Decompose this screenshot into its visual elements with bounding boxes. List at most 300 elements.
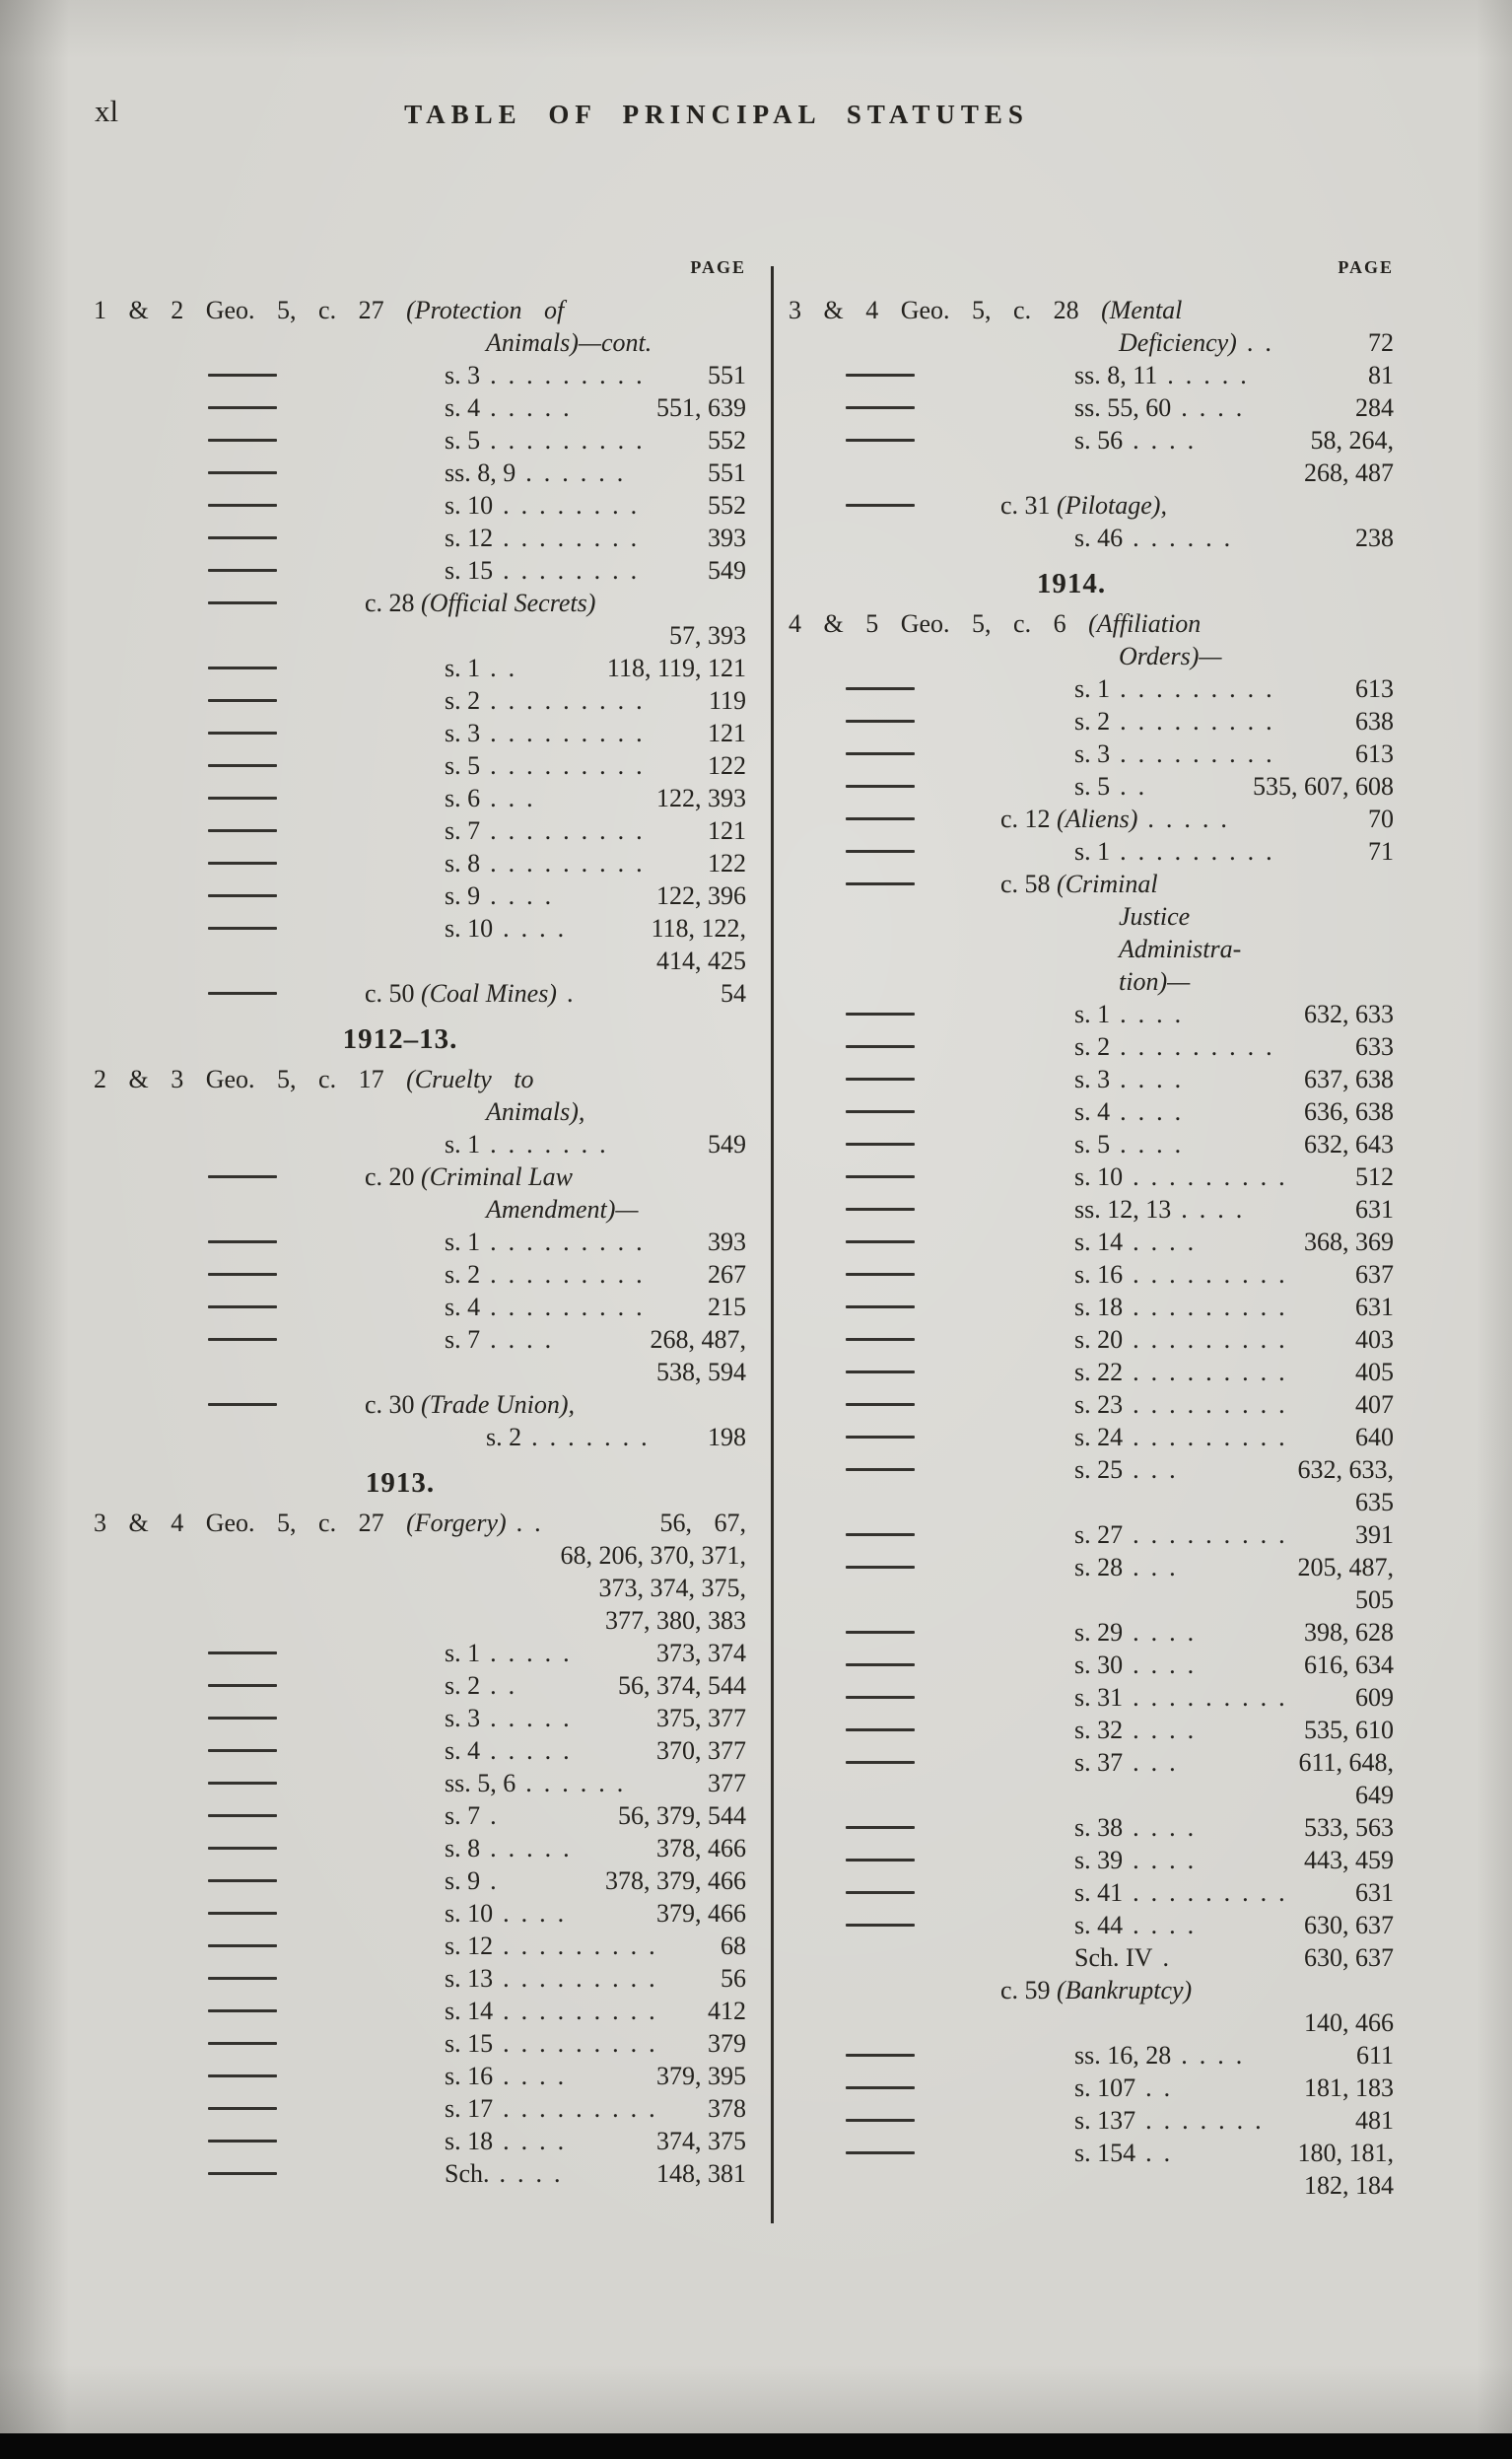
repeat-dash	[208, 1814, 277, 1817]
statute-line-body	[94, 912, 746, 945]
statute-line	[94, 1388, 746, 1421]
statute-line-body	[789, 1583, 1394, 1616]
statute-line-body	[94, 1799, 746, 1832]
page-ref: 71	[1368, 837, 1394, 866]
statute-line	[94, 1095, 746, 1128]
statute-line	[94, 1995, 746, 2027]
dot-leader: ........	[503, 524, 650, 552]
repeat-dash	[846, 1045, 915, 1048]
repeat-dash	[846, 1891, 915, 1894]
repeat-dash	[208, 1305, 277, 1308]
dot-leader: ...	[490, 784, 545, 812]
section-ref: ss. 16, 28	[1074, 2041, 1172, 2070]
page-ref: 391	[1355, 1520, 1394, 1549]
statute-line	[789, 900, 1394, 933]
dot-leader: .........	[490, 686, 654, 715]
section-ref: s. 13	[445, 1964, 494, 1993]
page-ref: 535, 610	[1304, 1716, 1394, 1744]
dot-leader: .........	[1133, 1683, 1297, 1712]
section-ref: s. 8	[445, 849, 481, 878]
statute-line	[789, 391, 1394, 424]
dot-leader: ....	[1181, 1195, 1255, 1224]
statute-line	[789, 1453, 1394, 1486]
statute-line-body	[94, 1962, 746, 1995]
statute-line	[94, 1767, 746, 1799]
dot-leader: ....	[503, 1899, 577, 1928]
statute-line	[94, 2060, 746, 2092]
page-ref: 180, 181,	[1297, 2139, 1394, 2167]
section-ref: s. 10	[445, 491, 494, 520]
repeat-dash	[846, 1631, 915, 1634]
statute-line	[94, 1421, 746, 1453]
section-ref: s. 15	[445, 556, 494, 585]
dot-leader: .	[490, 1801, 509, 1830]
section-ref: s. 41	[1074, 1878, 1124, 1907]
statute-line-body	[94, 782, 746, 814]
right-column-lines	[789, 294, 1394, 2202]
section-ref: Sch.	[445, 2159, 490, 2188]
statute-line-body	[789, 1486, 1394, 1518]
statute-line	[789, 2104, 1394, 2137]
statute-line	[94, 1799, 746, 1832]
page-ref: 122, 396	[656, 881, 746, 910]
statute-name: (Protection of	[406, 296, 565, 324]
statute-line	[94, 457, 746, 489]
year-heading: 1912–13.	[342, 1023, 458, 1055]
statute-line	[789, 1714, 1394, 1746]
section-ref: s. 23	[1074, 1390, 1124, 1419]
statute-name: Justice	[1119, 902, 1191, 931]
dot-leader: .........	[490, 426, 654, 455]
dot-leader: .........	[490, 1260, 654, 1289]
statute-line	[789, 1160, 1394, 1193]
dot-leader: ........	[503, 556, 650, 585]
section-ref: s. 27	[1074, 1520, 1124, 1549]
repeat-dash	[846, 1468, 915, 1471]
statute-line	[789, 1681, 1394, 1714]
page-ref: 405	[1355, 1358, 1394, 1386]
statute-line-body	[94, 717, 746, 749]
statute-line	[94, 1063, 746, 1095]
repeat-dash	[846, 752, 915, 755]
statute-line	[94, 1864, 746, 1897]
section-ref: s. 4	[445, 393, 481, 422]
dot-leader: .........	[490, 1293, 654, 1321]
dot-leader: .....	[1147, 805, 1239, 833]
statute-line-body	[94, 652, 746, 684]
statute-name: (Cruelty to	[406, 1065, 534, 1093]
statute-line	[94, 619, 746, 652]
section-ref: s. 2	[445, 1671, 481, 1700]
statute-line-body	[94, 1734, 746, 1767]
dot-leader: ....	[1181, 393, 1255, 422]
statute-line	[94, 1637, 746, 1669]
dot-leader: ....	[490, 1325, 564, 1354]
page-ref: 535, 607, 608	[1253, 772, 1394, 801]
page-ref: 148, 381	[656, 2159, 746, 2188]
section-ref: s. 44	[1074, 1911, 1124, 1939]
statute-line-body	[94, 554, 746, 587]
statute-line	[789, 640, 1394, 672]
page-ref: 121	[708, 816, 746, 845]
dot-leader: ........	[503, 491, 650, 520]
page-ref: 182, 184	[1304, 2171, 1394, 2200]
section-ref: s. 5	[1074, 772, 1111, 801]
statute-name: Administra-	[1119, 935, 1242, 963]
page-ref: 549	[708, 556, 746, 585]
dot-leader: .....	[490, 1704, 582, 1732]
repeat-dash	[846, 1110, 915, 1113]
page-ref: 379, 395	[656, 2062, 746, 2090]
repeat-dash	[208, 894, 277, 897]
page-ref: 538, 594	[656, 1358, 746, 1386]
dot-leader: .........	[1120, 707, 1284, 736]
page-ref: 373, 374	[656, 1639, 746, 1667]
section-ref: s. 1	[445, 1639, 481, 1667]
statute-name: (Bankruptcy)	[1057, 1976, 1193, 2004]
repeat-dash	[208, 601, 277, 604]
dot-leader: .	[566, 979, 585, 1008]
statute-line	[789, 868, 1394, 900]
dot-leader: .	[490, 1866, 509, 1895]
statute-name: (Criminal Law	[421, 1162, 573, 1191]
dot-leader: ....	[1133, 1618, 1206, 1647]
page-ref: 551	[708, 458, 746, 487]
repeat-dash	[208, 536, 277, 539]
section-ref: s. 3	[445, 1704, 481, 1732]
statute-line	[789, 803, 1394, 835]
statute-line	[94, 1539, 746, 1572]
statute-line	[789, 1128, 1394, 1160]
statute-line-body	[94, 1193, 746, 1226]
statute-name: tion)—	[1119, 967, 1191, 996]
statute-line-body	[94, 1063, 746, 1095]
page-ref: 81	[1368, 361, 1394, 389]
statute-line-body	[94, 1421, 746, 1453]
section-ref: s. 18	[1074, 1293, 1124, 1321]
section-ref: s. 1	[445, 654, 481, 682]
repeat-dash	[846, 1338, 915, 1341]
statute-line-body	[94, 1507, 746, 1539]
statute-name: Orders)—	[1119, 642, 1222, 670]
dot-leader: ..	[1145, 2073, 1183, 2102]
statute-line-body	[94, 1572, 746, 1604]
statute-line-body	[94, 1356, 746, 1388]
repeat-dash	[846, 1240, 915, 1243]
statute-line	[789, 933, 1394, 965]
statute-line	[789, 1063, 1394, 1095]
page-ref: 72	[1368, 328, 1394, 357]
statute-line-body	[789, 294, 1394, 326]
dot-leader: .........	[1120, 739, 1284, 768]
section-ref: s. 46	[1074, 524, 1124, 552]
repeat-dash	[208, 1879, 277, 1882]
section-ref: s. 154	[1074, 2139, 1136, 2167]
dot-leader: ....	[1133, 1716, 1206, 1744]
page-ref: 549	[708, 1130, 746, 1159]
repeat-dash	[846, 687, 915, 690]
statute-line	[94, 749, 746, 782]
statute-line	[789, 1095, 1394, 1128]
section-ref: s. 24	[1074, 1423, 1124, 1451]
repeat-dash	[846, 1436, 915, 1439]
statute-line	[789, 1844, 1394, 1876]
section-ref: s. 30	[1074, 1651, 1124, 1679]
dot-leader: ....	[503, 2062, 577, 2090]
statute-line	[789, 359, 1394, 391]
statute-line	[94, 294, 746, 326]
repeat-dash	[208, 829, 277, 832]
page-ref: 635	[1355, 1488, 1394, 1516]
section-ref: s. 12	[445, 524, 494, 552]
statute-line	[94, 1226, 746, 1258]
repeat-dash	[208, 1749, 277, 1752]
statute-line	[94, 489, 746, 522]
statute-line	[94, 847, 746, 879]
statute-line	[789, 1518, 1394, 1551]
statute-line-body	[94, 1897, 746, 1930]
statute-line-body	[789, 1974, 1394, 2006]
section-ref: s. 32	[1074, 1716, 1124, 1744]
repeat-dash	[208, 1912, 277, 1915]
statute-line-body	[94, 587, 746, 619]
dot-leader: .........	[490, 751, 654, 780]
statute-line	[789, 1583, 1394, 1616]
statute-name: (Forgery)	[406, 1509, 507, 1537]
statute-line	[789, 1811, 1394, 1844]
page-ref: 118, 122,	[651, 914, 746, 943]
page-ref: 613	[1355, 739, 1394, 768]
dot-leader: ....	[1120, 1000, 1194, 1028]
repeat-dash	[208, 471, 277, 474]
section-ref: s. 3	[445, 361, 481, 389]
page-ref: 68, 206, 370, 371,	[560, 1541, 746, 1570]
dot-leader: .....	[490, 393, 582, 422]
statute-line	[94, 1669, 746, 1702]
page-ref: 377, 380, 383	[605, 1606, 746, 1635]
repeat-dash	[846, 850, 915, 853]
page-ref: 121	[708, 719, 746, 747]
section-ref: s. 1	[445, 1228, 481, 1256]
page-ref: 551, 639	[656, 393, 746, 422]
page-ref: 637, 638	[1304, 1065, 1394, 1093]
statute-line-body	[94, 1258, 746, 1291]
repeat-dash	[846, 1305, 915, 1308]
page-ref: 56, 67,	[659, 1509, 746, 1537]
section-ref: s. 3	[1074, 1065, 1111, 1093]
statute-line-body	[789, 1779, 1394, 1811]
statute-line	[789, 1193, 1394, 1226]
dot-leader: .........	[1133, 1520, 1297, 1549]
statute-line	[94, 1604, 746, 1637]
statute-line	[789, 1356, 1394, 1388]
statute-line	[789, 1226, 1394, 1258]
left-column	[94, 252, 746, 2190]
page-column-header: PAGE	[690, 257, 746, 277]
section-ref: c. 31	[1000, 491, 1058, 520]
page-ref: 56, 379, 544	[618, 1801, 746, 1830]
statute-line-body	[789, 640, 1394, 672]
page-ref: 631	[1355, 1293, 1394, 1321]
section-ref: s. 20	[1074, 1325, 1124, 1354]
section-ref: s. 4	[445, 1736, 481, 1765]
repeat-dash	[846, 882, 915, 885]
section-ref: ss. 8, 11	[1074, 361, 1158, 389]
page-ref: 198	[708, 1423, 746, 1451]
section-ref: s. 28	[1074, 1553, 1124, 1581]
repeat-dash	[208, 374, 277, 377]
repeat-dash	[208, 667, 277, 669]
statute-line	[94, 522, 746, 554]
statute-line-body	[789, 900, 1394, 933]
page-ref: 379, 466	[656, 1899, 746, 1928]
statute-line	[94, 554, 746, 587]
section-ref: c. 28	[365, 589, 422, 617]
repeat-dash	[208, 1847, 277, 1850]
repeat-dash	[846, 1533, 915, 1536]
page-ref: 284	[1355, 393, 1394, 422]
statute-line	[94, 912, 746, 945]
repeat-dash	[846, 2151, 915, 2154]
dot-leader: .........	[1133, 1423, 1297, 1451]
dot-leader: .........	[1133, 1325, 1297, 1354]
page-ref: 215	[708, 1293, 746, 1321]
repeat-dash	[846, 817, 915, 820]
statute-line	[94, 1702, 746, 1734]
page-ref: 443, 459	[1304, 1846, 1394, 1874]
dot-leader: .........	[1133, 1390, 1297, 1419]
section-ref: c. 12	[1000, 805, 1058, 833]
dot-leader: ..	[1120, 772, 1157, 801]
repeat-dash	[208, 1782, 277, 1785]
statute-line-body	[94, 2092, 746, 2125]
statute-line-body	[94, 1291, 746, 1323]
statute-line-body	[94, 294, 746, 326]
dot-leader: .........	[490, 719, 654, 747]
page-ref: 611, 648,	[1298, 1748, 1394, 1777]
running-title: TABLE OF PRINCIPAL STATUTES	[404, 100, 1029, 129]
page-ref: 68	[721, 1932, 746, 1960]
page-ref: 611	[1355, 2041, 1394, 2070]
statute-name: (Coal Mines)	[421, 979, 557, 1008]
dot-leader: .........	[1120, 837, 1284, 866]
section-ref: s. 15	[445, 2029, 494, 2058]
page-ref: 616, 634	[1304, 1651, 1394, 1679]
statute-line	[94, 684, 746, 717]
page-ref: 631	[1355, 1195, 1394, 1224]
statute-line	[789, 1486, 1394, 1518]
page-ref: 57, 393	[669, 621, 746, 650]
statute-line	[94, 1160, 746, 1193]
repeat-dash	[208, 862, 277, 865]
statute-line	[789, 1388, 1394, 1421]
statute-line	[789, 1323, 1394, 1356]
page-ref: 414, 425	[656, 947, 746, 975]
page-ref: 70	[1368, 805, 1394, 833]
page-ref: 122	[708, 751, 746, 780]
statute-name: Animals)—cont.	[486, 328, 653, 357]
page-ref: 238	[1355, 524, 1394, 552]
dot-leader: ......	[525, 1769, 636, 1797]
statute-line	[789, 1258, 1394, 1291]
page-ref: 613	[1355, 674, 1394, 703]
statute-line-body	[94, 1930, 746, 1962]
dot-leader: .....	[490, 1639, 582, 1667]
page-ref: 268, 487	[1304, 458, 1394, 487]
section-ref: s. 1	[1074, 837, 1111, 866]
section-ref: ss. 5, 6	[445, 1769, 516, 1797]
statute-line-body	[94, 359, 746, 391]
statute-line	[94, 2027, 746, 2060]
repeat-dash	[846, 1761, 915, 1764]
statute-line	[94, 814, 746, 847]
section-ref: s. 22	[1074, 1358, 1124, 1386]
page-ref: 640	[1355, 1423, 1394, 1451]
statute-line	[789, 326, 1394, 359]
repeat-dash	[846, 1859, 915, 1862]
page-ref: 512	[1355, 1162, 1394, 1191]
page-ref: 379	[708, 2029, 746, 2058]
section-ref: s. 5	[445, 751, 481, 780]
section-ref: Sch. IV	[1074, 1943, 1153, 1972]
repeat-dash	[208, 1403, 277, 1406]
statute-line	[789, 998, 1394, 1030]
section-ref: s. 37	[1074, 1748, 1124, 1777]
dot-leader: ..	[490, 1671, 527, 1700]
page-ref: 373, 374, 375,	[598, 1574, 746, 1602]
repeat-dash	[846, 1143, 915, 1146]
page-ref: 632, 643	[1304, 1130, 1394, 1159]
statute-line-body	[94, 1604, 746, 1637]
statute-line-body	[94, 814, 746, 847]
left-column-lines	[94, 294, 746, 2190]
section-ref: s. 1	[445, 1130, 481, 1159]
section-ref: s. 7	[445, 816, 481, 845]
section-ref: s. 5	[445, 426, 481, 455]
section-ref: s. 7	[445, 1801, 481, 1830]
dot-leader: .........	[490, 1228, 654, 1256]
repeat-dash	[208, 2172, 277, 2175]
section-ref: s. 39	[1074, 1846, 1124, 1874]
repeat-dash	[208, 2042, 277, 2045]
statute-line	[94, 1734, 746, 1767]
repeat-dash	[208, 2009, 277, 2012]
repeat-dash	[846, 1924, 915, 1927]
page-ref: 636, 638	[1304, 1097, 1394, 1126]
statute-line	[94, 977, 746, 1010]
repeat-dash	[208, 1944, 277, 1947]
statute-name: (Mental	[1101, 296, 1183, 324]
repeat-dash	[846, 1273, 915, 1276]
repeat-dash	[208, 764, 277, 767]
section-ref: 3 & 4 Geo. 5, c. 28	[789, 296, 1102, 324]
section-ref: s. 7	[445, 1325, 481, 1354]
section-ref: s. 12	[445, 1932, 494, 1960]
statute-line-body	[789, 965, 1394, 998]
statute-line	[789, 1746, 1394, 1779]
statute-line	[789, 1616, 1394, 1649]
section-ref: s. 6	[445, 784, 481, 812]
dot-leader: .........	[1120, 674, 1284, 703]
statute-line-body	[94, 684, 746, 717]
statute-name: (Official Secrets)	[421, 589, 596, 617]
dot-leader: .........	[1120, 1032, 1284, 1061]
repeat-dash	[846, 1826, 915, 1829]
statute-line-body	[94, 749, 746, 782]
repeat-dash	[846, 439, 915, 442]
section-ref: ss. 8, 9	[445, 458, 516, 487]
page-ref: 118, 119, 121	[606, 654, 746, 682]
